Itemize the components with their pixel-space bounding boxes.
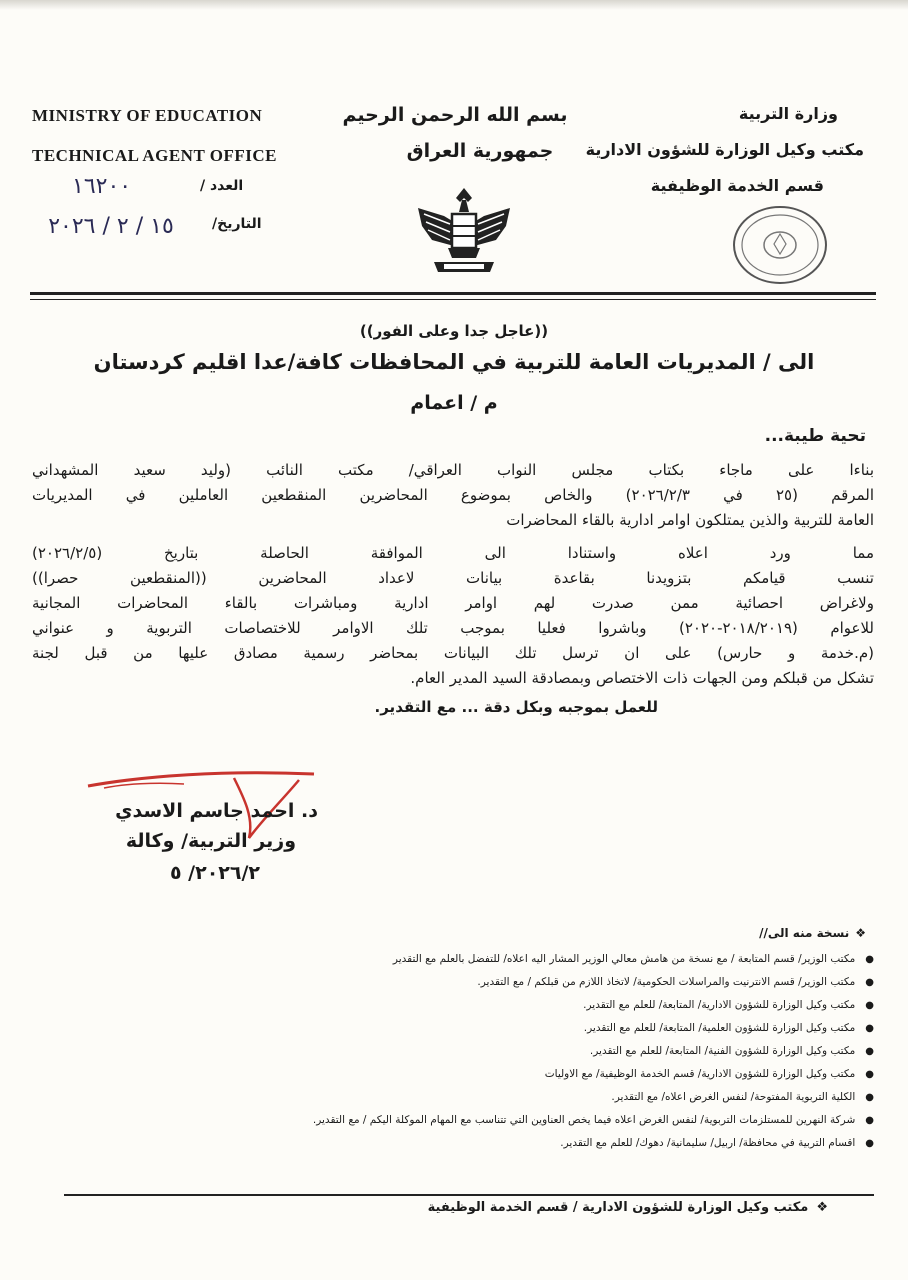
date-label: التاريخ/ xyxy=(212,216,262,232)
copy-item: ●مكتب الوزير/ قسم المتابعة / مع نسخة من هامش معالي الوزير المشار اليه اعلاه/ للتفضل بالعلم مع التقدير xyxy=(392,953,874,965)
ministry-name-ar: وزارة التربية xyxy=(738,104,838,123)
office-name-en: TECHNICAL AGENT OFFICE xyxy=(32,146,277,165)
ministry-seal xyxy=(730,204,830,286)
bullet-dot: ● xyxy=(865,977,874,988)
signatory-title: وزير التربية/ وكالة xyxy=(125,830,296,852)
bullet-dot: ● xyxy=(865,1000,874,1011)
footer-office: ❖مكتب وكيل الوزارة للشؤون الادارية / قسم الخدمة الوظيفية xyxy=(427,1200,828,1215)
copy-item: ●مكتب وكيل الوزارة للشؤون الادارية/ قسم الخدمة الوظيفية/ مع الاوليات xyxy=(544,1068,874,1080)
bullet-dot: ● xyxy=(865,954,874,965)
bullet-dot: ● xyxy=(865,1023,874,1034)
copy-item: ●الكلية التربوية المفتوحة/ لنفس الغرض اعلاه/ مع التقدير. xyxy=(611,1091,874,1103)
reference-number-value: ١٦٢٠٠ xyxy=(72,174,132,199)
body-line-1: بناءا على ماجاء بكتاب مجلس النواب العراقي/ مكتب النائب (وليد سعيد المشهداني xyxy=(32,461,874,479)
scan-edge-shadow xyxy=(0,0,908,10)
basmala: بسم الله الرحمن الرحيم xyxy=(342,104,568,126)
ministry-name-en: MINISTRY OF EDUCATION xyxy=(32,106,263,125)
header-rule-top xyxy=(30,292,876,295)
copies-heading: ❖نسخة منه الى// xyxy=(759,926,866,940)
copy-item: ●مكتب وكيل الوزارة للشؤون العلمية/ المتابعة/ للعلم مع التقدير. xyxy=(583,1022,874,1034)
signatory-name: د. احمد جاسم الاسدي xyxy=(115,800,318,822)
body-line-9: تشكل من قبلكم ومن الجهات ذات الاختصاص وبمصادقة السيد المدير العام. xyxy=(410,669,874,687)
republic-name: جمهورية العراق xyxy=(406,140,554,162)
subject-line: م / اعمام xyxy=(410,392,498,414)
bullet-dot: ● xyxy=(865,1138,874,1149)
closing-line: للعمل بموجبه وبكل دقة ... مع التقدير. xyxy=(374,698,658,716)
body-line-2: المرقم (٢٥ في ٢٠٢٦/٢/٣) والخاص بموضوع المحاضرين المنقطعين العاملين في المديريات xyxy=(32,486,874,504)
body-line-5: تنسب قيامكم بتزويدنا بقاعدة بيانات لاعداد المحاضرين ((المنقطعين حصرا)) xyxy=(32,569,874,587)
copy-item: ●شركة النهرين للمستلزمات التربوية/ لنفس الغرض اعلاه فيما يخص العناوين التي تتناسب مع المهام الموكلة اليكم / مع التقدير. xyxy=(312,1114,874,1126)
urgency-line: ((عاجل جدا وعلى الفور)) xyxy=(359,322,549,340)
copy-item: ●اقسام التربية في محافظة/ اربيل/ سليمانية/ دهوك/ للعلم مع التقدير. xyxy=(560,1137,874,1149)
copy-item: ●مكتب الوزير/ قسم الانترنيت والمراسلات الحكومية/ لاتخاذ اللازم من قبلكم / مع التقدير. xyxy=(477,976,874,988)
body-line-8: (م.خدمة و حارس) على ان ترسل تلك البيانات بمحاضر رسمية مصادق عليها من قبل لجنة xyxy=(32,644,874,662)
reference-number-label: العدد / xyxy=(200,178,244,194)
body-line-6: ولاغراض احصائية ممن صدرت لهم اوامر ادارية ومباشرات بالقاء المحاضرات المجانية xyxy=(32,594,874,612)
iraq-eagle-emblem xyxy=(414,182,514,278)
bullet-dot: ● xyxy=(865,1046,874,1057)
recipient-line: الى / المديريات العامة للتربية في المحافظات كافة/عدا اقليم كردستان xyxy=(93,350,815,374)
copies-bullet: ❖ xyxy=(855,926,866,940)
body-line-3: العامة للتربية والذين يمتلكون اوامر ادارية بالقاء المحاضرات xyxy=(506,511,874,529)
footer-bullet: ❖ xyxy=(816,1200,828,1215)
letter-date-value: ١٥ / ٢ / ٢٠٢٦ xyxy=(48,214,174,239)
bullet-dot: ● xyxy=(865,1115,874,1126)
office-name-ar: مكتب وكيل الوزارة للشؤون الادارية xyxy=(585,140,864,159)
body-line-7: للاعوام (٢٠١٨/٢٠١٩-٢٠٢٠) وباشروا فعليا بموجب تلك الاوامر للاختصاصات التربوية و عنواني xyxy=(32,619,874,637)
signature-date: ٢٠٢٦/٢/ ٥ xyxy=(169,862,261,884)
greeting: تحية طيبة... xyxy=(764,426,866,446)
bullet-dot: ● xyxy=(865,1092,874,1103)
department-name-ar: قسم الخدمة الوظيفية xyxy=(650,176,824,195)
footer-rule xyxy=(64,1194,874,1196)
header-rule-bottom xyxy=(30,299,876,300)
copy-item: ●مكتب وكيل الوزارة للشؤون الادارية/ المتابعة/ للعلم مع التقدير. xyxy=(583,999,874,1011)
copy-item: ●مكتب وكيل الوزارة للشؤون الفنية/ المتابعة/ للعلم مع التقدير. xyxy=(589,1045,874,1057)
body-line-4: مما ورد اعلاه واستنادا الى الموافقة الحاصلة بتاريخ (٢٠٢٦/٢/٥) xyxy=(32,544,874,562)
bullet-dot: ● xyxy=(865,1069,874,1080)
